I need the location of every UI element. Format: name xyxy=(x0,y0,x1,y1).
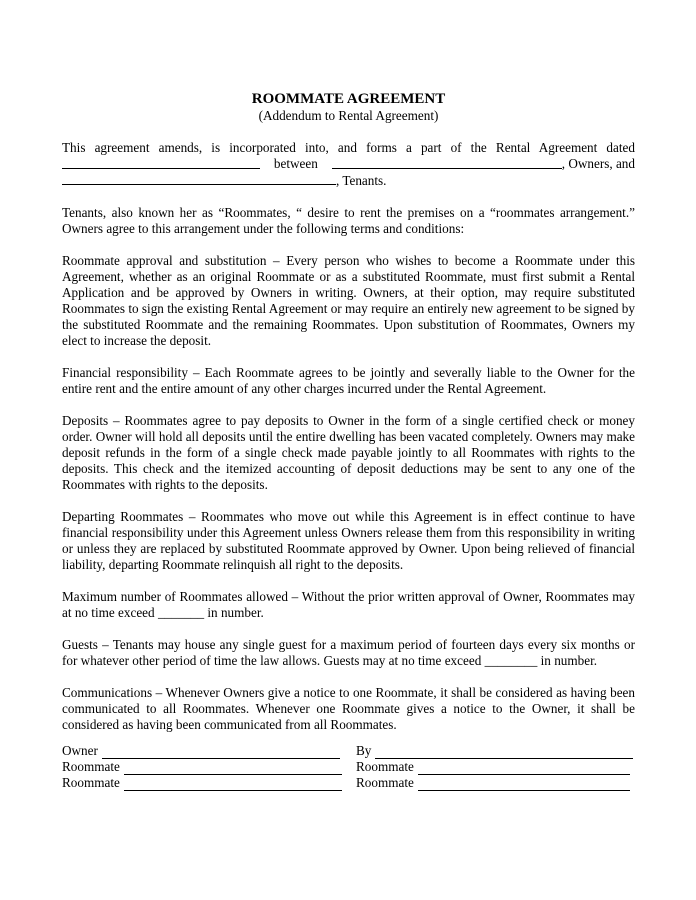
by-label: By xyxy=(356,743,372,758)
deposits-paragraph: Deposits – Roommates agree to pay deposits to Owner in the form of a single certified check or money order. Owner will hold all deposits until the entire dwelling has been vacated completely. Owners may make deposit refunds in the form of a single check made payable jointly to all Roommates with rights to the deposits. This check and the itemized accounting of deposit deductions may be sent to any one of the Roommates with rights to the deposits. xyxy=(62,413,635,492)
date-blank[interactable] xyxy=(62,156,260,169)
roommate-signature-line[interactable] xyxy=(418,762,630,775)
owners-blank[interactable] xyxy=(332,156,562,169)
signature-row-roommate-1 xyxy=(62,759,635,775)
roommate-signature-line[interactable] xyxy=(418,778,630,791)
max-roommates-paragraph xyxy=(62,589,635,621)
intro-line-2 xyxy=(62,156,635,172)
roommate-label: Roommate xyxy=(356,775,414,790)
document-page xyxy=(62,90,635,791)
document-title: ROOMMATE AGREEMENT xyxy=(251,91,446,107)
roommates-paragraph: Tenants, also known her as “Roommates, “ desire to rent the premises on a “roommates arrangement.” Owners agree to this arrangement under the following terms and conditions: xyxy=(62,205,635,236)
intro-line-3 xyxy=(62,172,635,189)
intro-line-1: This agreement amends, is incorporated into, and forms a part of the Rental Agreement dated xyxy=(62,140,635,155)
max-roommates-text: Maximum number of Roommates allowed – Without the prior written approval of Owner, Roommates may at no time exceed xyxy=(62,589,635,620)
roommate-label: Roommate xyxy=(62,759,120,774)
owner-signature-line[interactable] xyxy=(102,746,340,759)
roommate-signature-line[interactable] xyxy=(124,762,342,775)
roommate-label: Roommate xyxy=(62,775,120,790)
approval-paragraph: Roommate approval and substitution – Every person who wishes to become a Roommate under this Agreement, whether as an original Roommate or as a substituted Roommate, must first submit a Rental Application and be approved by Owners in writing. Owners, at their option, may require substituted Roommates to sign the existing Rental Agreement or may require an entirely new agreement to be signed by the substituted Roommate and the remaining Roommates. Upon substitution of Roommates, Owners my elect to increase the deposit. xyxy=(62,253,635,348)
owner-label: Owner xyxy=(62,743,98,758)
guests-paragraph xyxy=(62,637,635,669)
tenants-blank[interactable] xyxy=(62,172,336,185)
roommate-label: Roommate xyxy=(356,759,414,774)
signature-block xyxy=(62,743,635,791)
intro-tenants: , Tenants. xyxy=(336,173,387,188)
intro-paragraph xyxy=(62,140,635,189)
guests-text: Guests – Tenants may house any single guest for a maximum period of fourteen days every six months or for whatever other period of time the law allows. Guests may at no time exceed xyxy=(62,637,635,668)
intro-owners: , Owners, and xyxy=(561,156,635,171)
guests-after: in number. xyxy=(540,653,598,668)
max-roommates-after: in number. xyxy=(207,605,264,620)
signature-row-owner xyxy=(62,743,635,759)
communications-paragraph: Communications – Whenever Owners give a notice to one Roommate, it shall be considered as having been communicated to all Roommates. Whenever one Roommate gives a notice to the Owner, it shall be considered as having been communicated from all Roommates. xyxy=(62,685,635,732)
document-subtitle: (Addendum to Rental Agreement) xyxy=(258,108,439,123)
guests-blank[interactable]: ________ xyxy=(484,653,538,668)
max-roommates-blank[interactable]: _______ xyxy=(157,605,205,620)
roommate-signature-line[interactable] xyxy=(124,778,342,791)
signature-row-roommate-2 xyxy=(62,775,635,791)
departing-paragraph: Departing Roommates – Roommates who move out while this Agreement is in effect continue to have financial responsibility under this Agreement unless Owners release them from this responsibility in writing or unless they are replaced by substituted Roommate approved by Owner. Upon being relieved of financial liability, departing Roommate relinquish all right to the deposits. xyxy=(62,509,635,572)
intro-between: between xyxy=(273,156,318,171)
by-signature-line[interactable] xyxy=(375,746,633,759)
financial-paragraph: Financial responsibility – Each Roommate agrees to be jointly and severally liable to the Owner for the entire rent and the entire amount of any other charges incurred under the Rental Agreement. xyxy=(62,365,635,396)
